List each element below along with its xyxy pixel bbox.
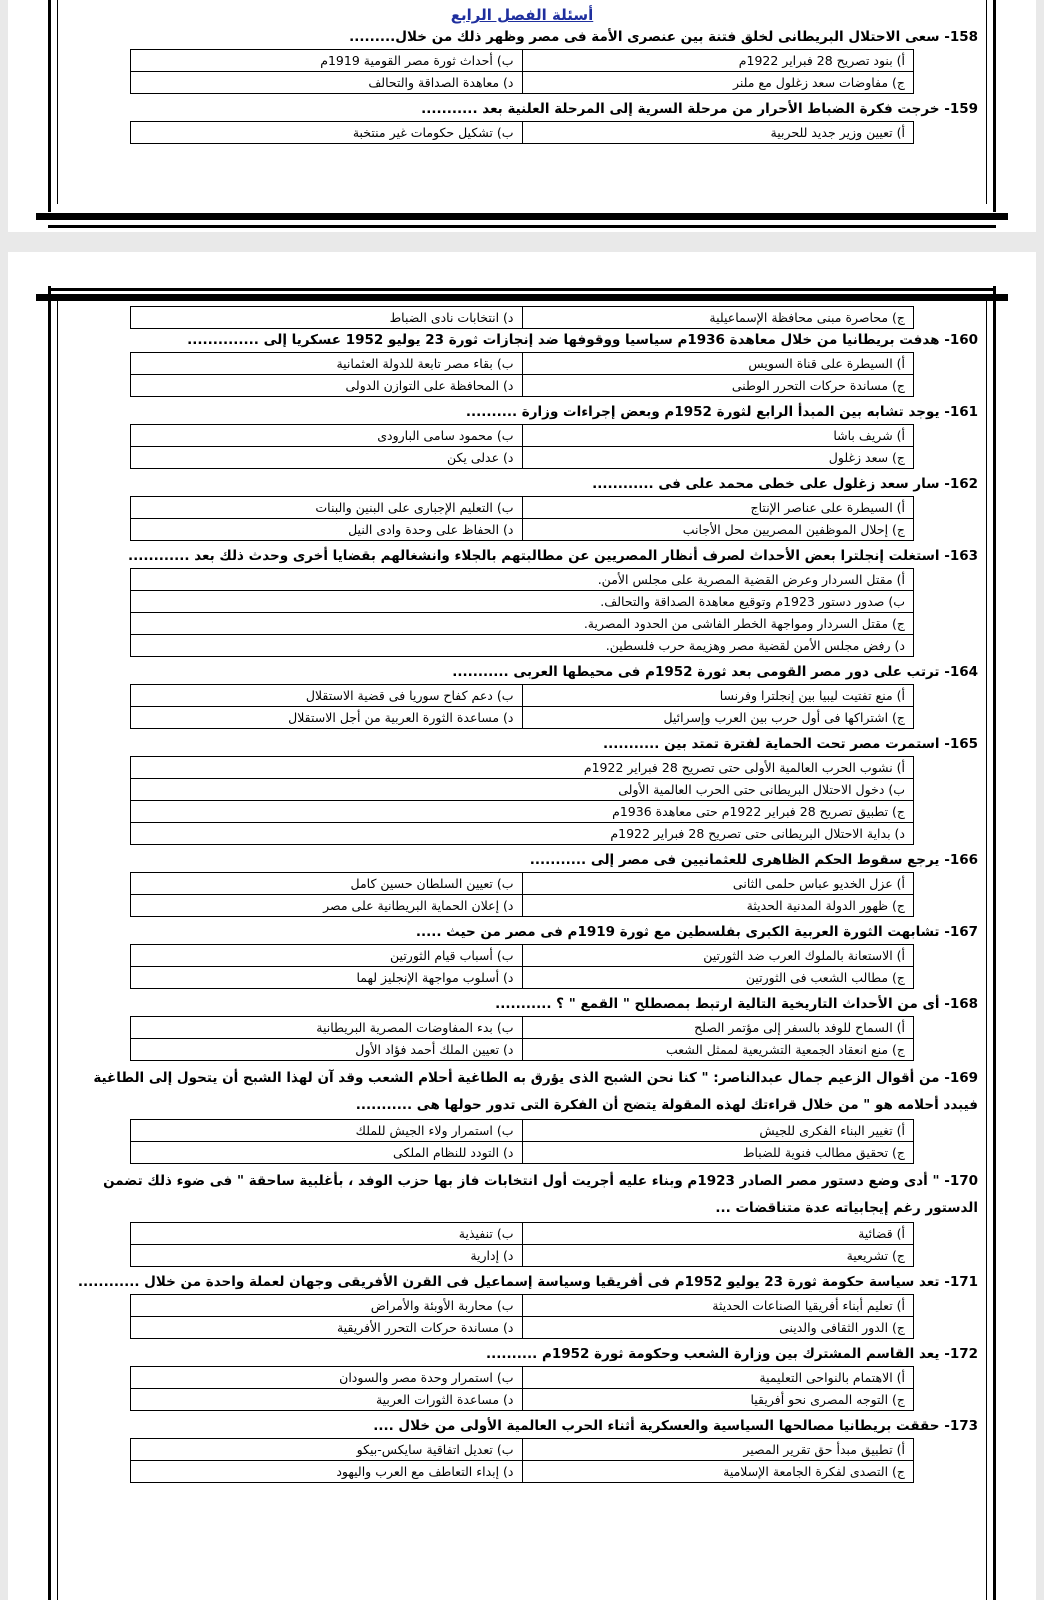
options-row <box>131 757 913 779</box>
options-row <box>131 1389 913 1410</box>
option-cell: د) التودد للنظام الملكى <box>131 1142 523 1163</box>
page-content <box>66 4 978 148</box>
options-table <box>130 49 914 94</box>
question-text: 171- تعد سياسة حكومة ثورة 23 يوليو 1952م فى أفريقيا وسياسة إسماعيل فى القرن الأفريقى وجهان لعملة واحدة من خلال ............ <box>77 1274 978 1290</box>
options-row <box>131 1295 913 1317</box>
options-table <box>130 1222 914 1267</box>
options-row <box>131 1017 913 1039</box>
option-cell: أ) بنود تصريح 28 فبراير 1922م <box>738 53 905 68</box>
question-text: 170- " أدى وضع دستور مصر الصادر 1923م وبناء عليه أجريت أول انتخابات فاز بها حزب الوفد ، بأغلبية ساحقة " فى ضوء ذلك تضمن الدستور رغم إيجابياته عدة متناقضات ... <box>103 1173 978 1216</box>
question-text: 168- أى من الأحداث التاريخية التالية ارتبط بمصطلح " القمع " ؟ ........... <box>495 996 978 1012</box>
options-row <box>131 635 913 656</box>
options-row <box>131 447 913 468</box>
page-border-bar <box>48 288 996 291</box>
options-row <box>131 1120 913 1142</box>
page-border-bar <box>48 225 996 228</box>
options-table <box>130 1016 914 1061</box>
option-cell: ج) مطالب الشعب فى الثورتين <box>745 970 905 985</box>
page-border-bar <box>36 213 1008 220</box>
option-cell: د) إعلان الحماية البريطانية على مصر <box>131 895 523 916</box>
option-cell: ب) بدء المفاوضات المصرية البريطانية <box>131 1017 523 1038</box>
question-text: 161- يوجد تشابه بين المبدأ الرابع لثورة 1952م وبعض إجراءات وزارة .......... <box>465 404 978 420</box>
option-cell: د) المحافظة على التوازن الدولى <box>131 375 523 396</box>
option-cell: ب) بقاء مصر تابعة للدولة العثمانية <box>131 353 523 374</box>
option-cell: ج) تحقيق مطالب فنوية للضباط <box>742 1145 905 1160</box>
option-cell: أ) تعليم أبناء أفريقيا الصناعات الحديثة <box>712 1298 905 1313</box>
option-cell: ب) أسباب قيام الثورتين <box>131 945 523 966</box>
options-row <box>131 353 913 375</box>
options-row <box>131 72 913 93</box>
option-cell: د) إبداء التعاطف مع العرب واليهود <box>131 1461 523 1482</box>
spacer <box>66 144 978 148</box>
option-cell: ج) الدور الثقافى والدينى <box>779 1320 905 1335</box>
option-cell: ب) استمرار ولاء الجيش للملك <box>131 1120 523 1141</box>
option-cell: أ) نشوب الحرب العالمية الأولى حتى تصريح 28 فبراير 1922م <box>583 760 905 775</box>
options-row <box>131 425 913 447</box>
option-cell: د) معاهدة الصداقة والتحالف <box>131 72 523 93</box>
option-cell: د) رفض مجلس الأمن لقضية مصر وهزيمة حرب فلسطين. <box>605 638 905 653</box>
option-cell: د) انتخابات نادى الضباط <box>131 307 523 328</box>
option-cell: د) بداية الاحتلال البريطانى حتى تصريح 28 فبراير 1922م <box>610 826 905 841</box>
question-text: 162- سار سعد زغلول على خطى محمد على فى ............ <box>592 476 978 492</box>
option-cell: أ) تغيير البناء الفكرى للجيش <box>759 1123 905 1138</box>
question-text: 172- يعد القاسم المشترك بين وزارة الشعب وحكومة ثورة 1952م .......... <box>485 1346 978 1362</box>
question-text: 159- خرجت فكرة الضباط الأحرار من مرحلة السرية إلى المرحلة العلنية بعد ........... <box>421 101 978 117</box>
option-cell: د) عدلى يكن <box>131 447 523 468</box>
options-row <box>131 685 913 707</box>
option-cell: أ) الاستعانة بالملوك العرب ضد الثورتين <box>703 948 905 963</box>
option-cell: ج) إحلال الموظفين المصريين محل الأجانب <box>682 522 905 537</box>
option-cell: أ) الاهتمام بالنواحى التعليمية <box>759 1370 905 1385</box>
option-cell: ب) استمرار وحدة مصر والسودان <box>131 1367 523 1388</box>
option-cell: أ) السيطرة على عناصر الإنتاج <box>750 500 905 515</box>
option-cell: ب) محمود سامى البارودى <box>131 425 523 446</box>
option-cell: ب) دخول الاحتلال البريطانى حتى الحرب العالمية الأولى <box>618 782 905 797</box>
option-cell: د) إدارية <box>131 1245 523 1266</box>
question-text: 169- من أقوال الزعيم جمال عبدالناصر: " كنا نحن الشبح الذى يؤرق به الطاغية أحلام الشعب وقد آن لهذا الشبح أن يتحول إلى الطاغية فيبدد أحلامه هو " من خلال قراءتك لهذه المقولة يتضح أن الفكرة التى تدور حولها هى ........... <box>93 1070 978 1113</box>
options-table <box>130 306 914 329</box>
option-cell: أ) مقتل السردار وعرض القضية المصرية على مجلس الأمن. <box>597 572 905 587</box>
options-table <box>130 872 914 917</box>
options-row <box>131 1142 913 1163</box>
options-row <box>131 967 913 988</box>
question-text: 166- يرجع سقوط الحكم الظاهرى للعثمانيين فى مصر إلى ........... <box>529 852 978 868</box>
options-row <box>131 707 913 728</box>
option-cell: ج) تطبيق تصريح 28 فبراير 1922م حتى معاهدة 1936م <box>612 804 905 819</box>
option-cell: ج) سعد زغلول <box>828 450 905 465</box>
option-cell: أ) عزل الخديو عباس حلمى الثانى <box>732 876 905 891</box>
option-cell: ب) التعليم الإجبارى على البنين والبنات <box>131 497 523 518</box>
options-table <box>130 496 914 541</box>
question-text: 165- استمرت مصر تحت الحماية لفترة تمتد بين ........... <box>602 736 978 752</box>
options-row <box>131 307 913 328</box>
option-cell: د) أسلوب مواجهة الإنجليز لهما <box>131 967 523 988</box>
options-table <box>130 1119 914 1164</box>
option-cell: ج) التوجه المصرى نحو أفريقيا <box>750 1392 905 1407</box>
option-cell: أ) تطبيق مبدأ حق تقرير المصير <box>743 1442 905 1457</box>
option-cell: أ) منع تفتيت ليبيا بين إنجلترا وفرنسا <box>719 688 905 703</box>
option-cell: د) تعيين الملك أحمد فؤاد الأول <box>131 1039 523 1060</box>
options-row <box>131 945 913 967</box>
option-cell: ج) منع انعقاد الجمعية التشريعية لممثل الشعب <box>666 1042 905 1057</box>
options-row <box>131 569 913 591</box>
option-cell: ب) صدور دستور 1923م وتوقيع معاهدة الصداقة والتحالف. <box>600 594 905 609</box>
option-cell: د) مساندة حركات التحرر الأفريقية <box>131 1317 523 1338</box>
options-table <box>130 568 914 657</box>
option-cell: ب) تنفيذية <box>131 1223 523 1244</box>
option-cell: ج) اشتراكها فى أول حرب بين العرب وإسرائيل <box>663 710 905 725</box>
options-row <box>131 801 913 823</box>
options-row <box>131 1223 913 1245</box>
options-table <box>130 1438 914 1483</box>
options-row <box>131 1245 913 1266</box>
option-cell: ج) ظهور الدولة المدنية الحديثة <box>746 898 905 913</box>
page-sheet-top <box>8 0 1036 232</box>
option-cell: ج) مفاوضات سعد زغلول مع ملنر <box>732 75 905 90</box>
option-cell: ب) أحداث ثورة مصر القومية 1919م <box>131 50 523 71</box>
options-row <box>131 122 913 143</box>
options-table <box>130 1294 914 1339</box>
option-cell: أ) قضائية <box>858 1226 905 1241</box>
option-cell: أ) السماح للوفد بالسفر إلى مؤتمر الصلح <box>694 1020 905 1035</box>
options-table <box>130 352 914 397</box>
options-row <box>131 519 913 540</box>
options-table <box>130 424 914 469</box>
option-cell: ب) تعديل اتفاقية سايكس-بيكو <box>131 1439 523 1460</box>
page-content <box>66 306 978 1487</box>
option-cell: ب) تشكيل حكومات غير منتخبة <box>131 122 523 143</box>
page-border-bar <box>36 294 1008 301</box>
options-row <box>131 823 913 844</box>
options-row <box>131 1367 913 1389</box>
question-text: 173- حققت بريطانيا مصالحها السياسية والعسكرية أثناء الحرب العالمية الأولى من خلال .... <box>373 1418 978 1434</box>
options-table <box>130 944 914 989</box>
question-text: 158- سعى الاحتلال البريطانى لخلق فتنة بين عنصرى الأمة فى مصر وظهر ذلك من خلال......... <box>349 29 978 45</box>
options-row <box>131 1461 913 1482</box>
option-cell: ج) مقتل السردار ومواجهة الخطر الفاشى من الحدود المصرية. <box>583 616 905 631</box>
options-row <box>131 497 913 519</box>
page-sheet-bottom <box>8 252 1036 1600</box>
options-row <box>131 375 913 396</box>
question-text: 167- تشابهت الثورة العربية الكبرى بفلسطين مع ثورة 1919م فى مصر من حيث ..... <box>415 924 978 940</box>
chapter-title: أسئلة الفصل الرابع <box>450 6 594 24</box>
options-row <box>131 779 913 801</box>
options-row <box>131 613 913 635</box>
options-row <box>131 50 913 72</box>
option-cell: أ) السيطرة على قناة السويس <box>748 356 905 371</box>
option-cell: د) الحفاظ على وحدة وادى النيل <box>131 519 523 540</box>
option-cell: ج) التصدى لفكرة الجامعة الإسلامية <box>723 1464 905 1479</box>
option-cell: ب) محاربة الأوبئة والأمراض <box>131 1295 523 1316</box>
option-cell: د) مساعدة الثورة العربية من أجل الاستقلال <box>131 707 523 728</box>
options-table <box>130 756 914 845</box>
options-table <box>130 1366 914 1411</box>
options-row <box>131 895 913 916</box>
option-cell: ب) تعيين السلطان حسين كامل <box>131 873 523 894</box>
options-row <box>131 1439 913 1461</box>
spacer <box>66 1483 978 1487</box>
question-text: 164- ترتب على دور مصر القومى بعد ثورة 1952م فى محيطها العربى ........... <box>452 664 978 680</box>
options-row <box>131 1317 913 1338</box>
option-cell: ج) محاصرة مبنى محافظة الإسماعيلية <box>709 310 905 325</box>
question-text: 163- استغلت إنجلترا بعض الأحداث لصرف أنظار المصريين عن مطالبتهم بالجلاء وانشغالهم بقضايا أخرى وحدث ذلك بعد ............ <box>127 548 978 564</box>
option-cell: أ) شريف باشا <box>833 428 905 443</box>
option-cell: ب) دعم كفاح سوريا فى قضية الاستقلال <box>131 685 523 706</box>
option-cell: أ) تعيين وزير جديد للحربية <box>770 125 905 140</box>
option-cell: ج) مساندة حركات التحرر الوطنى <box>731 378 905 393</box>
question-text: 160- هدفت بريطانيا من خلال معاهدة 1936م سياسيا ووقوفها ضد إنجازات ثورة 23 يوليو 1952 عسكريا إلى .............. <box>187 332 978 348</box>
options-table <box>130 121 914 144</box>
option-cell: د) مساعدة الثورات العربية <box>131 1389 523 1410</box>
options-table <box>130 684 914 729</box>
options-row <box>131 591 913 613</box>
options-row <box>131 1039 913 1060</box>
option-cell: ج) تشريعية <box>846 1248 905 1263</box>
options-row <box>131 873 913 895</box>
